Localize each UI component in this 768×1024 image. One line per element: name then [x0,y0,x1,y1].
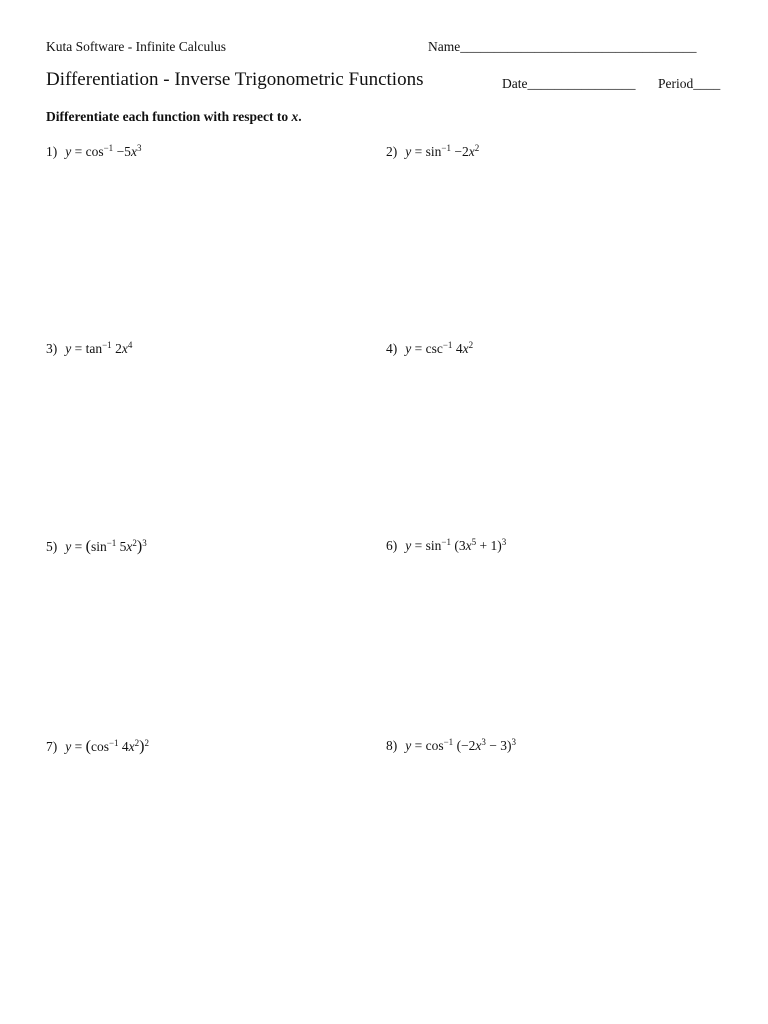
problem-equation: $y = \sin^{-1} (3x^5 + 1)^3$ [405,537,507,553]
problem-equation: $y = \cos^{-1} -5x^3$ [65,143,142,159]
problem-equation: $y = (\cos^{-1}$ $4x^2)^2$ [65,738,149,755]
period-field: Period____ [658,76,721,91]
publisher-label: Kuta Software - Infinite Calculus [46,39,226,54]
instructions-variable: x [291,109,299,124]
problem-number: 7) [46,739,58,754]
problem-equation: $y = \csc^{-1} 4x^2$ [405,340,474,356]
date-field: Date________________ [502,76,636,91]
instructions-end: . [298,109,302,124]
problem-5 [46,538,147,556]
instructions-text: Differentiate each function with respect to [46,109,292,124]
problem-2 [386,144,479,160]
problem-4 [386,341,473,357]
instructions [46,109,302,125]
problem-equation: $y = \sin^{-1} -2x^2$ [405,143,480,159]
problem-number: 3) [46,341,58,356]
problem-1 [46,144,141,160]
problem-equation: $y = \tan^{-1} 2x^4$ [65,340,133,356]
problem-number: 1) [46,144,58,159]
problem-equation: $y = \cos^{-1} (-2x^3 - 3)^3$ [405,737,517,753]
problem-8 [386,738,516,754]
problem-number: 2) [386,144,398,159]
name-field: Name___________________________________ [428,39,697,54]
problem-number: 5) [46,539,58,554]
problem-3 [46,341,132,357]
problem-number: 8) [386,738,398,753]
problem-6 [386,538,506,554]
problem-7 [46,738,149,756]
problem-number: 4) [386,341,398,356]
problem-equation: $y = (\sin^{-1}$ $5x^2)^3$ [65,538,147,555]
problem-number: 6) [386,538,398,553]
worksheet-title: Differentiation - Inverse Trigonometric Functions [46,69,424,90]
